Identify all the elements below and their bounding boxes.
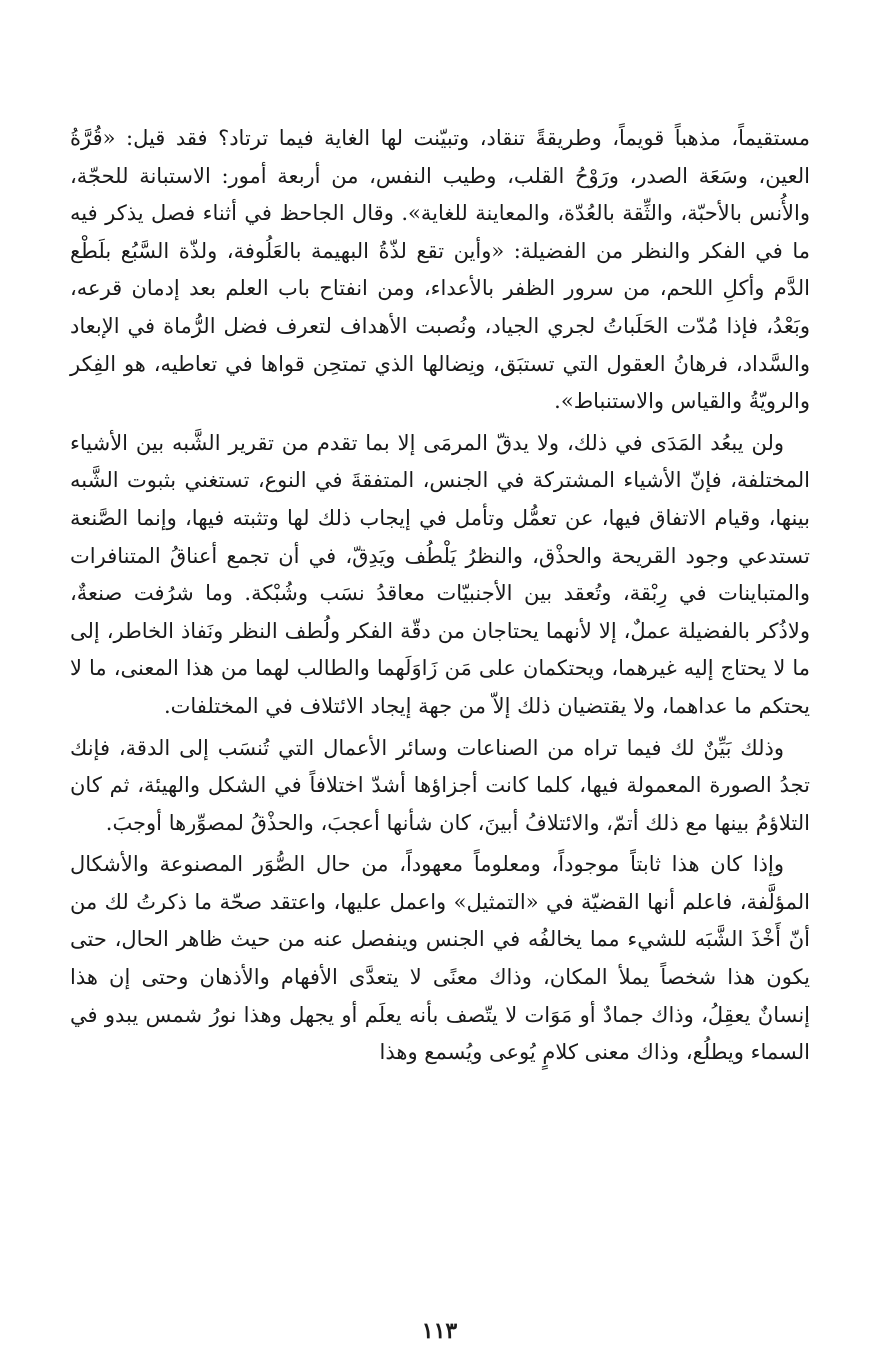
paragraph-2: ولن يبعُد المَدَى في ذلك، ولا يدقّ المرمَى إلا بما تقدم من تقرير الشَّبه بين الأشياء المختلفة، فإنّ الأشياء المشتركة في الجنس، المتفقةَ في النوع، تستغني بثبوت الشَّبه بينها، وقيام الاتفاق فيها، عن تعمُّل وتأمل في إيجاب ذلك لها وتثبته فيها، وإنما الصَّنعة تستدعي وجود القريحة والحذْق، والنظرُ يَلْطُف ويَدِقّ، في أن تجمع أعناقُ المتنافرات والمتباينات في رِبْقة، وتُعقد بين الأجنبيّات معاقدُ نسَب وشُبْكة. وما شرُفت صنعةٌ، ولاذُكر بالفضيلة عملٌ، إلا لأنهما يحتاجان من دقّة الفكر ولُطف النظر ونَفاذ الخاطر، إلى ما لا يحتاج إليه غيرهما، ويحتكمان على مَن زَاوَلَهما والطالب لهما من هذا المعنى، ما لا يحتكم ما عداهما، ولا يقتضيان ذلك إلاّ من جهة إيجاد الائتلاف في المختلفات. bbox=[70, 430, 810, 718]
paragraph-1: مستقيماً، مذهباً قويماً، وطريقةً تنقاد، وتبيّنت لها الغاية فيما ترتاد؟ فقد قيل: «قُرَّةُ العين، وسَعَة الصدر، ورَوْحُ القلب، وطيب النفس، من أربعة أمور: الاستبانة للحجّة، والأُنس بالأحبّة، والثِّقة بالعُدّة، والمعاينة للغاية». وقال الجاحظ في أثناء فصل يذكر فيه ما في الفكر والنظر من الفضيلة: «وأين تقع لذّةُ البهيمة بالعَلُوفة، ولذّة السَّبُع بلَطْع الدَّم وأكلِ اللحم، من سرور الظفر بالأعداء، ومن انفتاح باب العلم بعد إدمان قرعه، وبَعْدُ، فإذا مُدّت الحَلَباتُ لجري الجياد، ونُصبت الأهداف لتعرف فضل الرُّماة في الإبعاد والسَّداد، فرهانُ العقول التي تستبَق، ونِضالها الذي تمتحِن قواها في تعاطيه، هو الفِكر والرويّةُ والقياس والاستنباط». bbox=[70, 126, 810, 414]
paragraph-4: وإذا كان هذا ثابتاً موجوداً، ومعلوماً معهوداً، من حال الصُّوَر المصنوعة والأشكال المؤلَّفة، فاعلم أنها القضيّة في «التمثيل» واعمل عليها، واعتقد صحّة ما ذكرتُ لك من أنّ أَخْذَ الشَّبَه للشيء مما يخالفُه في الجنس وينفصل عنه من حيث ظاهر الحال، حتى يكون هذا شخصاً يملأ المكان، وذاك معنًى لا يتعدَّى الأفهام والأذهان وحتى إن هذا إنسانٌ يعقِلُ، وذاك جمادٌ أو مَوَات لا يتّصف بأنه يعلَم أو يجهل وهذا نورُ شمس يبدو في السماء ويطلُع، وذاك معنى كلامٍ يُوعى ويُسمع وهذا bbox=[70, 852, 810, 1065]
page-number: ١١٣ bbox=[421, 1318, 458, 1344]
paragraph-3: وذلك بَيِّنٌ لك فيما تراه من الصناعات وسائر الأعمال التي تُنسَب إلى الدقة، فإنك تجدُ الصورة المعمولة فيها، كلما كانت أجزاؤها أشدّ اختلافاً في الشكل والهيئة، ثم كان التلاؤمُ بينها مع ذلك أتمّ، والائتلافُ أبينَ، كان شأنها أعجبَ، والحذْقُ لمصوِّرها أوجبَ. bbox=[70, 735, 810, 835]
book-page-body bbox=[70, 120, 810, 1072]
